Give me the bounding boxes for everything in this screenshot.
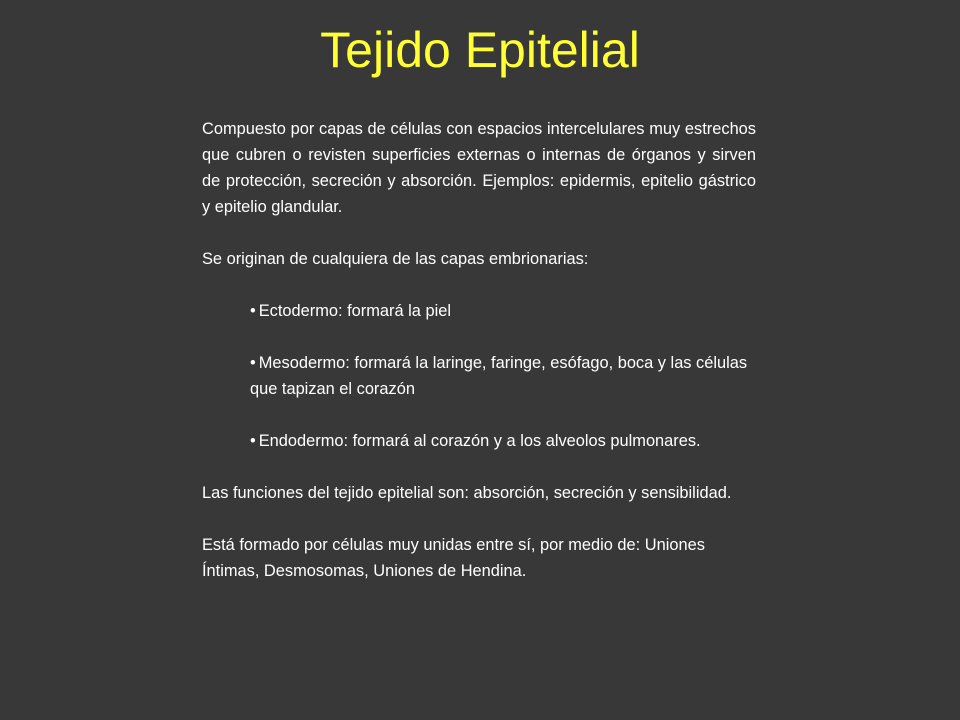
- bullet-dot-icon: •: [250, 354, 256, 372]
- bullet-mesodermo: [250, 350, 750, 402]
- slide-title: Tejido Epitelial: [320, 22, 640, 78]
- intro-paragraph: Compuesto por capas de células con espacios intercelulares muy estrechos que cubren o revisten superficies externas o internas de órganos y sirven de protección, secreción y absorción. Ejemplos: epidermis, epitelio gástrico y epitelio glandular.: [202, 120, 756, 216]
- bullet-endodermo: [250, 428, 750, 454]
- origin-paragraph: Se originan de cualquiera de las capas embrionarias:: [202, 250, 589, 268]
- bullet-dot-icon: •: [250, 432, 256, 450]
- structure-paragraph: Está formado por células muy unidas entre sí, por medio de: Uniones Íntimas, Desmosomas, Uniones de Hendina.: [202, 536, 705, 580]
- bullet-text: Endodermo: formará al corazón y a los alveolos pulmonares.: [258, 432, 701, 450]
- bullet-text: Mesodermo: formará la laringe, faringe, esófago, boca y las células que tapizan el corazón: [250, 354, 748, 398]
- bullet-ectodermo: [250, 298, 750, 324]
- functions-paragraph: Las funciones del tejido epitelial son: absorción, secreción y sensibilidad.: [202, 484, 732, 502]
- slide-body: [202, 116, 756, 610]
- bullet-dot-icon: •: [250, 302, 256, 320]
- bullet-text: Ectodermo: formará la piel: [258, 302, 451, 320]
